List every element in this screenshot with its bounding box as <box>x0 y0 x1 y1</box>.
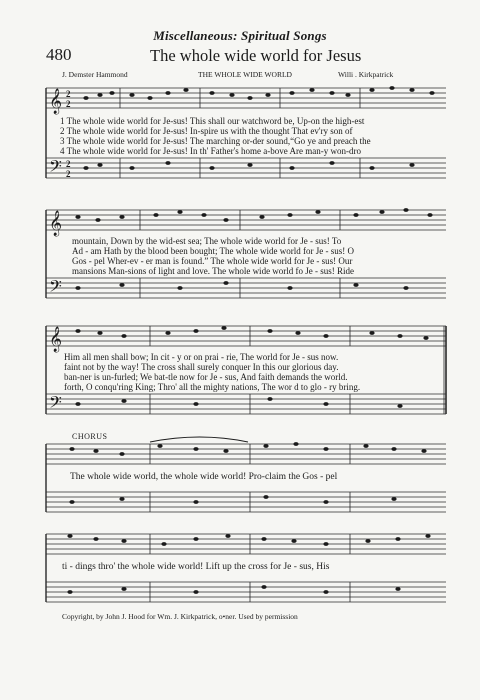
treble-clef-icon: 𝄞 <box>49 89 63 114</box>
music-system-4 <box>0 430 480 514</box>
author-credit: J. Demster Hammond <box>62 70 128 79</box>
bass-clef-icon: 𝄢 <box>49 392 62 416</box>
credits-line <box>0 70 480 82</box>
lyric-line: mountain, Down by the wid-est sea; The whole wide world for Je - sus! To <box>72 236 342 246</box>
svg-text:2: 2 <box>66 99 71 109</box>
svg-text:2: 2 <box>66 169 71 179</box>
lyric-line: 1 The whole wide world for Je-sus! This shall our watchword be, Up-on the high-est <box>60 116 365 126</box>
music-system-2 <box>0 206 480 310</box>
lyric-line: The whole wide world, the whole wide world! Pro-claim the Gos - pel <box>70 472 338 482</box>
hymn-title: The whole wide world for Jesus <box>150 46 362 65</box>
lyric-line: 2 The whole wide world for Je-sus! In-spire us with the thought That ev'ry son of <box>60 126 353 136</box>
lyric-line: Gos - pel Wher-ev - er man is found.” The whole wide world for Je - sus! Our <box>72 256 353 266</box>
music-system-5 <box>0 520 480 604</box>
treble-clef-icon: 𝄞 <box>49 327 63 352</box>
hymn-number: 480 <box>46 45 72 64</box>
tune-name: THE WHOLE WIDE WORLD <box>198 70 292 79</box>
bass-clef-icon: 𝄢 <box>49 276 62 300</box>
lyric-line: mansions Man-sions of light and love. The whole wide world fo Je - sus! Ride <box>72 266 355 276</box>
lyric-line: 3 The whole wide world for Je-sus! The marching or-der sound,“Go ye and preach the <box>60 136 371 146</box>
music-system-1 <box>0 84 480 192</box>
composer-credit: Willi . Kirkpatrick <box>338 70 394 79</box>
lyric-line: 4 The whole wide world for Je-sus! In th' Father's home a-bove Are man-y won-dro <box>60 146 362 156</box>
section-header: Miscellaneous: Spiritual Songs <box>153 28 327 43</box>
lyric-line: ban-ner is un-furled; We bat-tle now for Je - sus, And faith demands the world. <box>64 372 348 382</box>
lyric-line: Him all men shall bow; In cit - y or on prai - rie, The world for Je - sus now. <box>64 352 339 362</box>
svg-text:2: 2 <box>66 159 71 169</box>
lyric-line: forth, O conqu'ring King; Thro' all the mighty nations, The wor d to glo - ry bring. <box>64 382 361 392</box>
lyric-line: Ad - am Hath by the blood been bought; The whole wide world for Je - sus! O <box>72 246 355 256</box>
copyright-notice: Copyright, by John J. Hood for Wm. J. Kirkpatrick, o•ner. Used by permission <box>62 612 298 621</box>
lyric-line: ti - dings thro' the whole wide world! Lift up the cross for Je - sus, His <box>62 562 330 572</box>
music-system-3 <box>0 322 480 426</box>
chorus-label: CHORUS <box>72 432 108 441</box>
lyric-line: faint not by the way! The cross shall surely conquer In this our glorious day. <box>64 362 339 372</box>
time-signature-icon: 2 <box>66 89 71 99</box>
treble-clef-icon: 𝄞 <box>49 211 63 236</box>
slur-icon <box>150 437 248 442</box>
bass-clef-icon: 𝄢 <box>49 156 62 180</box>
